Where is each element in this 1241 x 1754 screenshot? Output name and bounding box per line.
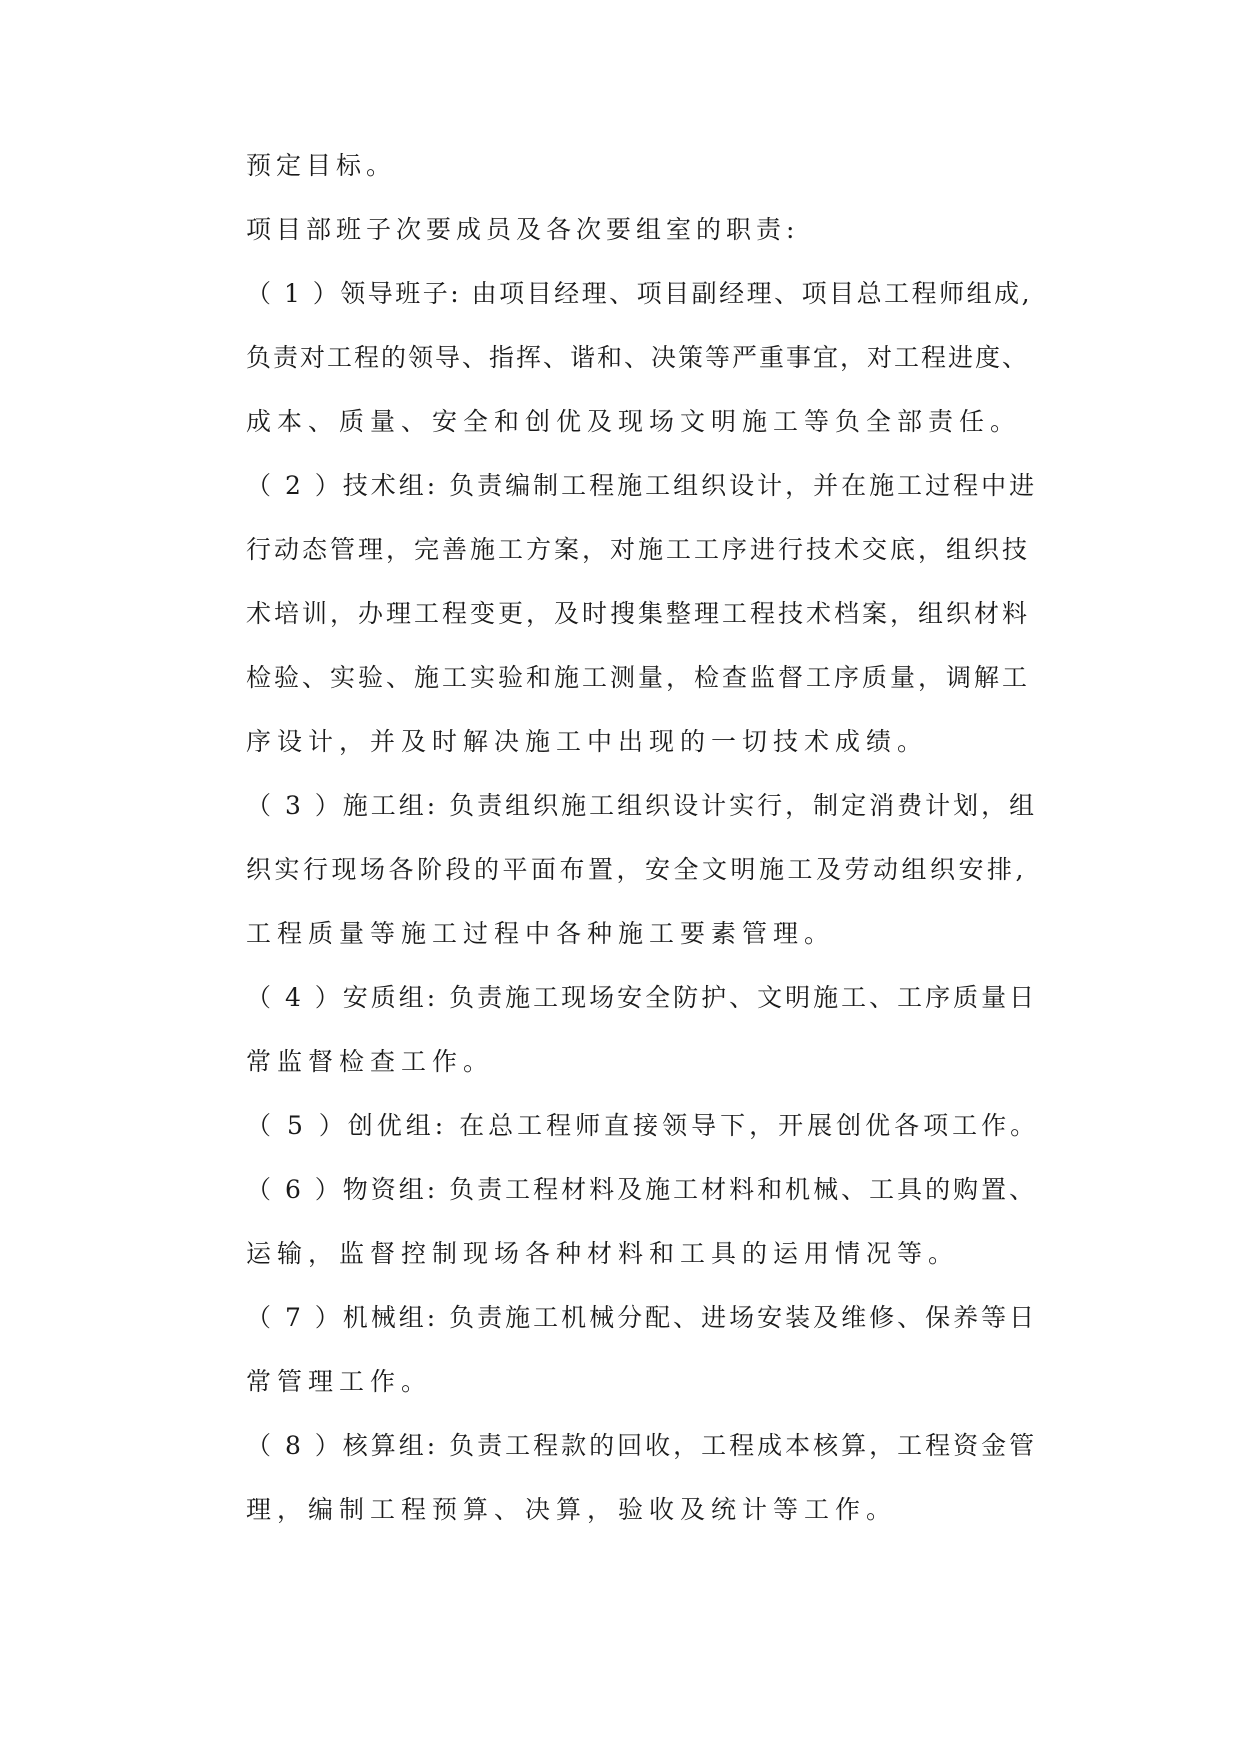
text-line-8: 术培训，办理工程变更，及时搜集整理工程技术档案，组织材料: [246, 599, 1031, 628]
text-line-20: 常管理工作。: [246, 1367, 433, 1396]
text-line-14: （ 4 ）安质组: 负责施工现场安全防护、文明施工、工序质量日: [246, 983, 1038, 1012]
text-line-4: 负责对工程的领导、指挥、谐和、决策等严重事宜，对工程进度、: [246, 343, 1030, 372]
text-line-13: 工程质量等施工过程中各种施工要素管理。: [246, 919, 836, 948]
text-line-11: （ 3 ）施工组: 负责组织施工组织设计实行，制定消费计划，组: [246, 791, 1038, 820]
text-line-9: 检验、实验、施工实验和施工测量，检查监督工序质量，调解工: [246, 663, 1031, 692]
text-line-12: 织实行现场各阶段的平面布置，安全文明施工及劳动组织安排,: [246, 855, 1027, 884]
text-line-2: 项目部班子次要成员及各次要组室的职责:: [246, 215, 800, 244]
text-line-6: （ 2 ）技术组: 负责编制工程施工组织设计，并在施工过程中进: [246, 471, 1038, 500]
text-line-5: 成本、质量、安全和创优及现场文明施工等负全部责任。: [246, 407, 1022, 436]
text-line-7: 行动态管理，完善施工方案，对施工工序进行技术交底，组织技: [246, 535, 1031, 564]
text-line-18: 运输，监督控制现场各种材料和工具的运用情况等。: [246, 1239, 960, 1268]
text-line-10: 序设计，并及时解决施工中出现的一切技术成绩。: [246, 727, 929, 756]
text-line-17: （ 6 ）物资组: 负责工程材料及施工材料和机械、工具的购置、: [246, 1175, 1038, 1204]
text-line-22: 理，编制工程预算、决算，验收及统计等工作。: [246, 1495, 898, 1524]
text-line-16: （ 5 ）创优组: 在总工程师直接领导下，开展创优各项工作。: [246, 1111, 1040, 1140]
text-line-3: （ 1 ）领导班子: 由项目经理、项目副经理、项目总工程师组成,: [246, 279, 1033, 308]
text-line-1: 预定目标。: [246, 151, 397, 180]
text-line-15: 常监督检查工作。: [246, 1047, 495, 1076]
text-line-21: （ 8 ）核算组: 负责工程款的回收，工程成本核算，工程资金管: [246, 1431, 1038, 1460]
text-line-19: （ 7 ）机械组: 负责施工机械分配、进场安装及维修、保养等日: [246, 1303, 1038, 1332]
